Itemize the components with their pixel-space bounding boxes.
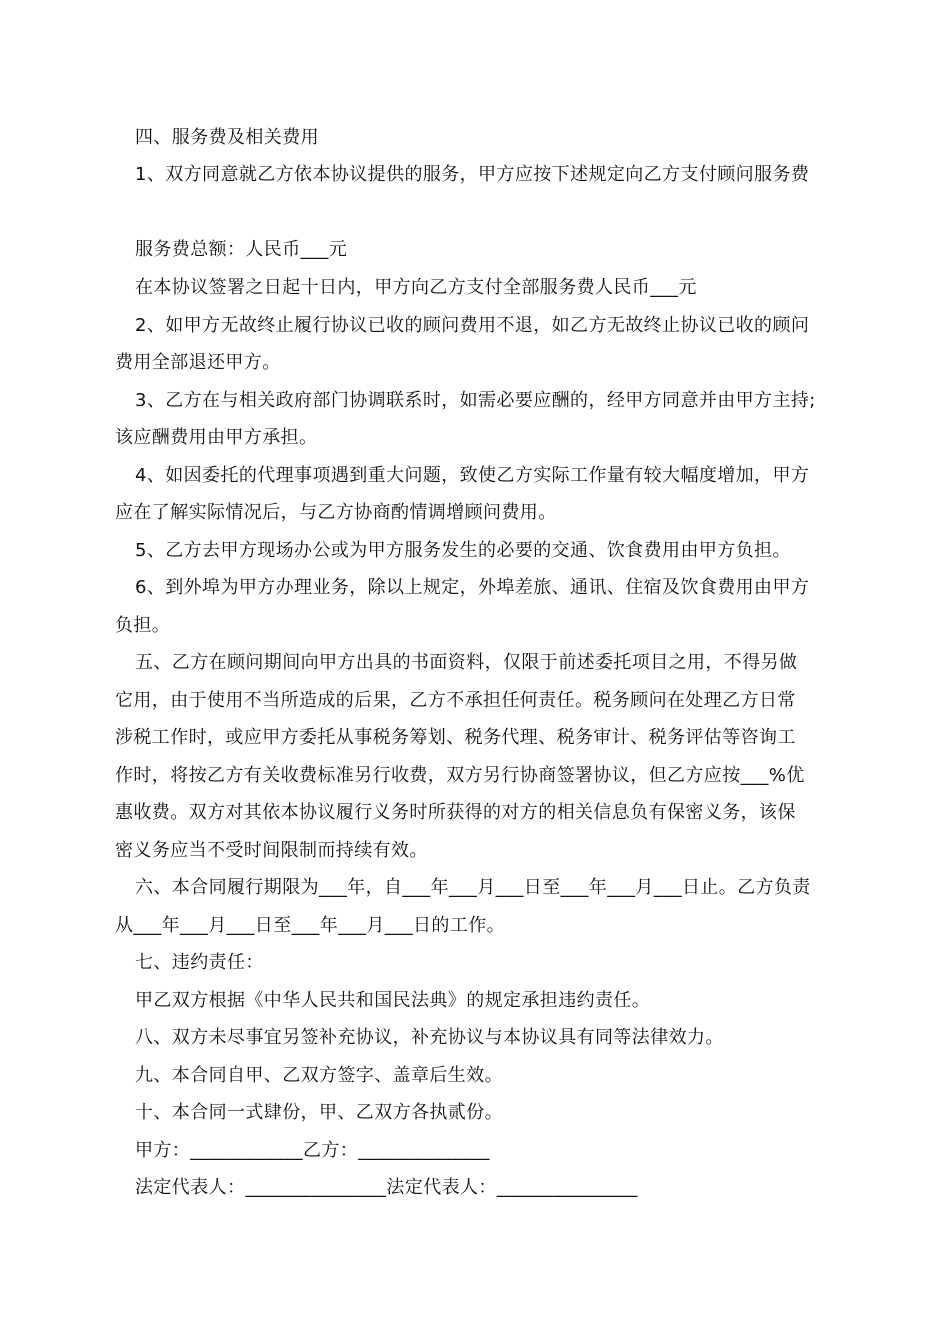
section-7-heading: 七、违约责任： bbox=[135, 952, 264, 973]
clause-4-5: 5、乙方去甲方现场办公或为甲方服务发生的必要的交通、饮食费用由甲方负担。 bbox=[135, 540, 791, 561]
signature-representatives: 法定代表人：_______________法定代表人：_______________ bbox=[135, 1177, 638, 1198]
signature-parties: 甲方：____________乙方：______________ bbox=[135, 1140, 490, 1161]
clause-4-2-line-2: 费用全部退还甲方。 bbox=[115, 352, 281, 373]
section-6-line-1: 六、本合同履行期限为___年，自___年___月___日至___年___月___日止。乙方负责 bbox=[135, 877, 811, 898]
section-8: 八、双方未尽事宜另签补充协议，补充协议与本协议具有同等法律效力。 bbox=[135, 1027, 724, 1048]
section-6-line-2: 从___年___月___日至___年___月___日的工作。 bbox=[115, 915, 505, 936]
clause-4-3-line-1: 3、乙方在与相关政府部门协调联系时，如需必要应酬的，经甲方同意并由甲方主持; bbox=[135, 390, 816, 411]
section-7-body: 甲乙双方根据《中华人民共和国民法典》的规定承担违约责任。 bbox=[135, 990, 651, 1011]
payment-term: 在本协议签署之日起十日内，甲方向乙方支付全部服务费人民币___元 bbox=[135, 277, 697, 298]
section-4-heading: 四、服务费及相关费用 bbox=[135, 127, 319, 148]
section-5-line-3: 涉税工作时，或应甲方委托从事税务筹划、税务代理、税务审计、税务评估等咨询工 bbox=[115, 727, 796, 748]
section-5-line-2: 它用，由于使用不当所造成的后果，乙方不承担任何责任。税务顾问在处理乙方日常 bbox=[115, 690, 796, 711]
clause-4-3-line-2: 该应酬费用由甲方承担。 bbox=[115, 427, 318, 448]
clause-4-6-line-2: 负担。 bbox=[115, 615, 171, 636]
section-5-line-5: 惠收费。双方对其依本协议履行义务时所获得的对方的相关信息负有保密义务，该保 bbox=[115, 802, 796, 823]
section-9: 九、本合同自甲、乙双方签字、盖章后生效。 bbox=[135, 1065, 503, 1086]
clause-4-1: 1、双方同意就乙方依本协议提供的服务，甲方应按下述规定向乙方支付顾问服务费 bbox=[135, 164, 810, 185]
clause-4-4-line-2: 应在了解实际情况后，与乙方协商酌情调增顾问费用。 bbox=[115, 502, 557, 523]
section-5-line-6: 密义务应当不受时间限制而持续有效。 bbox=[115, 840, 428, 861]
section-5-line-1: 五、乙方在顾问期间向甲方出具的书面资料，仅限于前述委托项目之用，不得另做 bbox=[135, 652, 798, 673]
service-fee-total: 服务费总额：人民币___元 bbox=[135, 239, 348, 260]
clause-4-4-line-1: 4、如因委托的代理事项遇到重大问题，致使乙方实际工作量有较大幅度增加，甲方 bbox=[135, 465, 810, 486]
section-5-line-4: 作时，将按乙方有关收费标准另行收费，双方另行协商签署协议，但乙方应按___%优 bbox=[115, 765, 805, 786]
section-10: 十、本合同一式肆份，甲、乙双方各执贰份。 bbox=[135, 1102, 503, 1123]
clause-4-6-line-1: 6、到外埠为甲方办理业务，除以上规定，外埠差旅、通讯、住宿及饮食费用由甲方 bbox=[135, 577, 810, 598]
clause-4-2-line-1: 2、如甲方无故终止履行协议已收的顾问费用不退，如乙方无故终止协议已收的顾问 bbox=[135, 315, 810, 336]
